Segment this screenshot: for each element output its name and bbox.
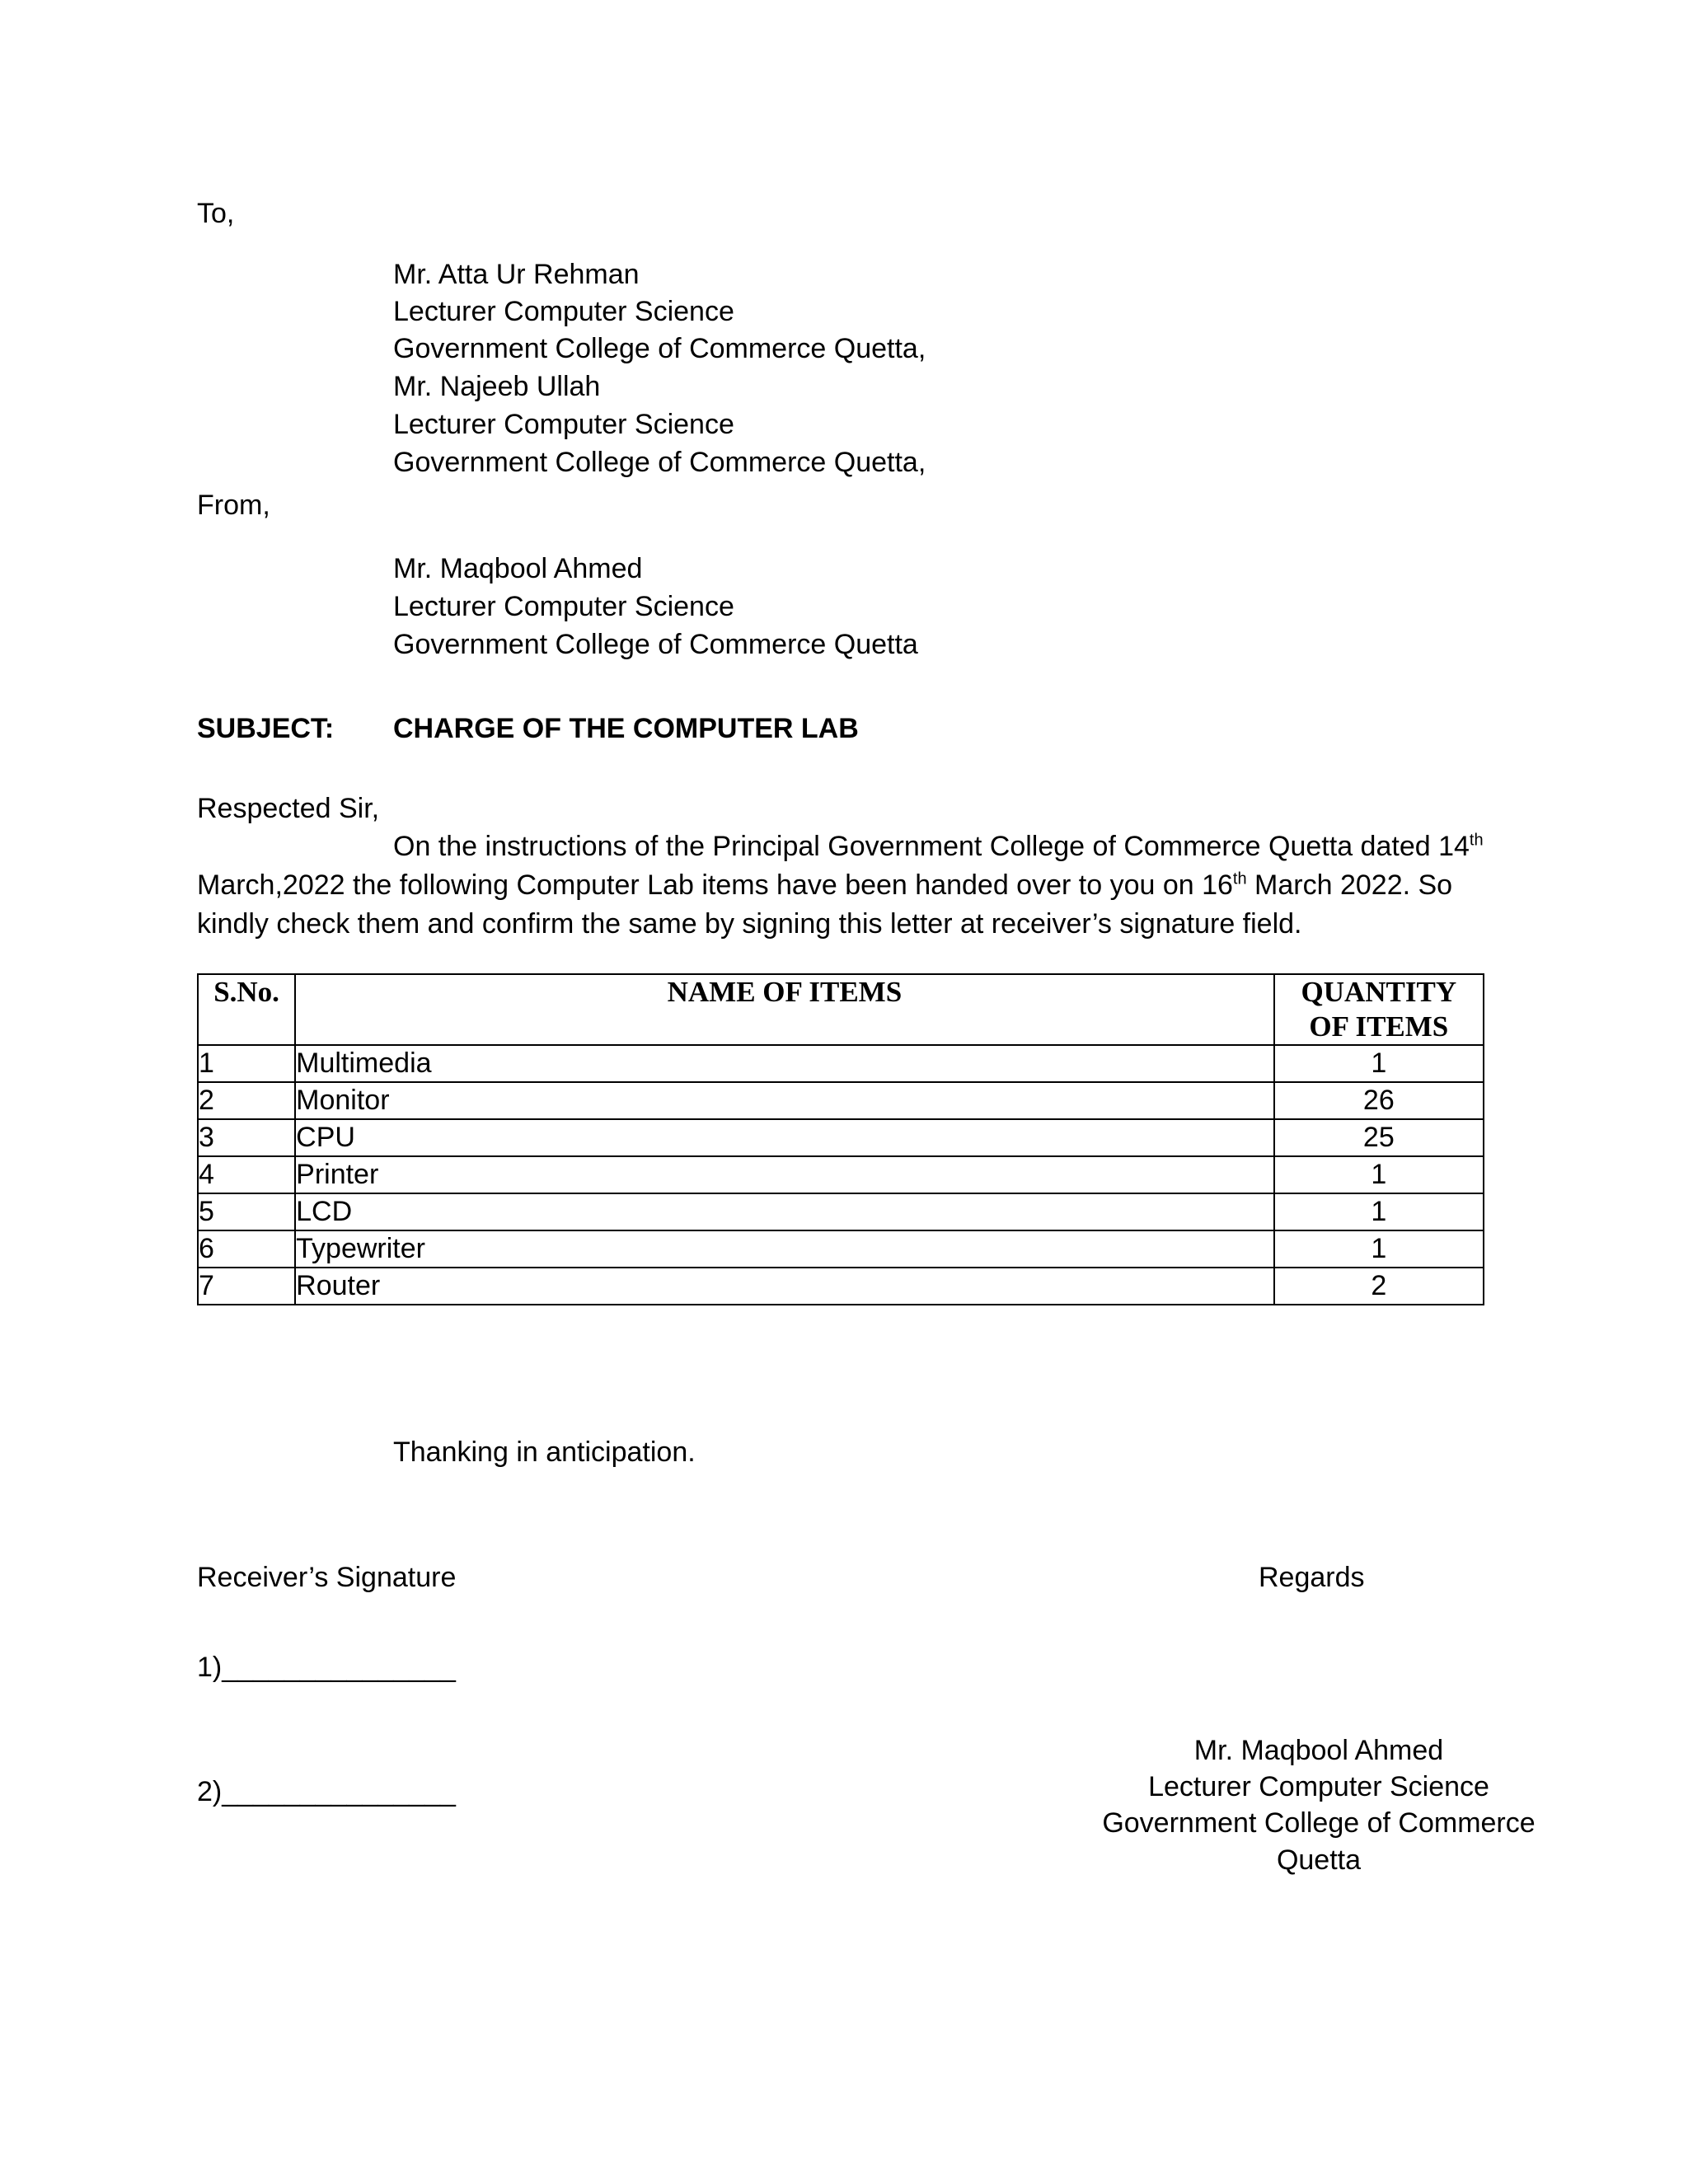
row-sno: 6 xyxy=(198,1230,295,1268)
closing-line: Thanking in anticipation. xyxy=(393,1436,696,1468)
header-qty-line1: QUANTITY xyxy=(1301,976,1457,1008)
body-line-1 xyxy=(393,827,1484,865)
header-sno: S.No. xyxy=(198,974,295,1045)
row-name: Typewriter xyxy=(295,1230,1274,1268)
recipient-1-name: Mr. Atta Ur Rehman xyxy=(393,259,640,290)
body-line-1-sup: th xyxy=(1469,831,1484,850)
row-sno: 1 xyxy=(198,1045,295,1082)
table-row xyxy=(198,1268,1484,1305)
regards-name: Mr. Maqbool Ahmed xyxy=(1193,1735,1444,1766)
table-row xyxy=(198,1156,1484,1193)
body-line-1-text: On the instructions of the Principal Government College of Commerce Quetta dated 14 xyxy=(393,831,1470,862)
body-line-2-sup: th xyxy=(1232,869,1247,888)
table-row xyxy=(198,1230,1484,1268)
body-line-2 xyxy=(197,866,1452,904)
regards-label: Regards xyxy=(1259,1562,1365,1593)
row-qty: 26 xyxy=(1274,1082,1484,1119)
header-name: NAME OF ITEMS xyxy=(295,974,1274,1045)
recipient-1-institution: Government College of Commerce Quetta, xyxy=(393,333,926,364)
row-name: CPU xyxy=(295,1119,1274,1156)
row-name: Multimedia xyxy=(295,1045,1274,1082)
row-sno: 7 xyxy=(198,1268,295,1305)
from-label: From, xyxy=(197,490,270,521)
row-qty: 2 xyxy=(1274,1268,1484,1305)
row-name: Monitor xyxy=(295,1082,1274,1119)
recipient-2-name: Mr. Najeeb Ullah xyxy=(393,371,601,402)
row-sno: 5 xyxy=(198,1193,295,1230)
sender-designation: Lecturer Computer Science xyxy=(393,591,734,622)
body-line-2-text: March,2022 the following Computer Lab items have been handed over to you on 16 xyxy=(197,869,1233,901)
subject-label: SUBJECT: xyxy=(197,713,335,744)
table-row xyxy=(198,1082,1484,1119)
subject-text: CHARGE OF THE COMPUTER LAB xyxy=(393,713,859,744)
receiver-signature-label: Receiver’s Signature xyxy=(197,1562,457,1593)
body-line-3: kindly check them and confirm the same by signing this letter at receiver’s signature field. xyxy=(197,908,1302,940)
row-qty: 25 xyxy=(1274,1119,1484,1156)
table-row xyxy=(198,1119,1484,1156)
recipient-2-designation: Lecturer Computer Science xyxy=(393,409,734,440)
row-name: LCD xyxy=(295,1193,1274,1230)
row-sno: 4 xyxy=(198,1156,295,1193)
sender-name: Mr. Maqbool Ahmed xyxy=(393,553,643,584)
row-sno: 2 xyxy=(198,1082,295,1119)
salutation: Respected Sir, xyxy=(197,793,380,824)
header-qty-line2: OF ITEMS xyxy=(1309,1010,1449,1043)
receiver-signature-line-2: 2)_______________ xyxy=(197,1776,456,1807)
to-label: To, xyxy=(197,198,235,229)
row-qty: 1 xyxy=(1274,1230,1484,1268)
regards-designation: Lecturer Computer Science xyxy=(1148,1771,1489,1802)
row-name: Router xyxy=(295,1268,1274,1305)
items-table xyxy=(197,973,1484,1305)
row-sno: 3 xyxy=(198,1119,295,1156)
row-qty: 1 xyxy=(1274,1045,1484,1082)
regards-institution-line1: Government College of Commerce xyxy=(1102,1807,1536,1839)
table-header-row xyxy=(198,974,1484,1045)
table-row xyxy=(198,1193,1484,1230)
row-name: Printer xyxy=(295,1156,1274,1193)
sender-institution: Government College of Commerce Quetta xyxy=(393,629,918,660)
recipient-1-designation: Lecturer Computer Science xyxy=(393,296,734,327)
row-qty: 1 xyxy=(1274,1193,1484,1230)
row-qty: 1 xyxy=(1274,1156,1484,1193)
header-qty xyxy=(1274,974,1484,1045)
table-row xyxy=(198,1045,1484,1082)
recipient-2-institution: Government College of Commerce Quetta, xyxy=(393,447,926,478)
body-line-2-tail: March 2022. So xyxy=(1246,869,1453,901)
receiver-signature-line-1: 1)_______________ xyxy=(197,1652,456,1683)
regards-institution-line2: Quetta xyxy=(1276,1844,1362,1876)
